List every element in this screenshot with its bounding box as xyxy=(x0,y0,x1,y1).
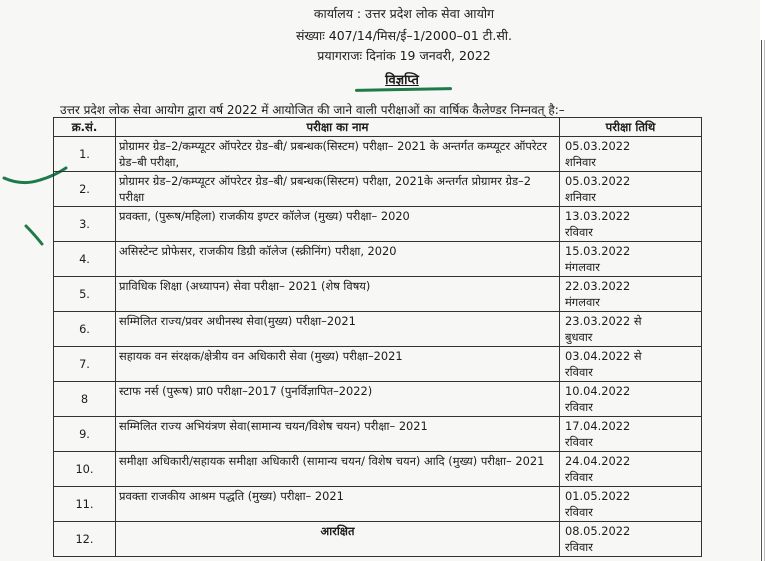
exam-date-cell xyxy=(560,242,702,277)
header-exam-date: परीक्षा तिथि xyxy=(560,118,702,137)
exam-date-cell xyxy=(560,137,702,172)
pen-stroke-row-3 xyxy=(26,226,42,244)
serial-cell: 12. xyxy=(54,522,116,557)
exam-day: रविवार xyxy=(565,435,593,449)
exam-date-cell xyxy=(560,417,702,452)
table-row xyxy=(54,172,702,207)
table-row xyxy=(54,417,702,452)
exam-date-cell xyxy=(560,452,702,487)
exam-calendar-table xyxy=(53,117,702,557)
table-row xyxy=(54,452,702,487)
exam-date: 05.03.2022 xyxy=(565,139,631,153)
exam-date-cell xyxy=(560,277,702,312)
exam-name-cell: प्रोग्रामर ग्रेड–2/कम्प्यूटर ऑपरेटर ग्रेड–बी/ प्रबन्धक(सिस्टम) परीक्षा, 2021के अन्तर्गत प्रोग्रामर ग्रेड–2 परीक्षा xyxy=(116,172,560,207)
serial-cell: 8 xyxy=(54,382,116,417)
table-row xyxy=(54,347,702,382)
exam-date-cell xyxy=(560,382,702,417)
exam-name-cell: सम्मिलित राज्य/प्रवर अधीनस्थ सेवा(मुख्य) परीक्षा–2021 xyxy=(116,312,560,347)
serial-cell: 6. xyxy=(54,312,116,347)
header-exam-name: परीक्षा का नाम xyxy=(116,118,560,137)
exam-name-cell: सहायक वन संरक्षक/क्षेत्रीय वन अधिकारी सेवा (मुख्य) परीक्षा–2021 xyxy=(116,347,560,382)
exam-name-cell: प्रोग्रामर ग्रेड–2/कम्प्यूटर ऑपरेटर ग्रेड–बी/ प्रबन्धक(सिस्टम) परीक्षा– 2021 के अन्तर्गत कम्प्यूटर ऑपरेटर ग्रेड–बी परीक्षा, xyxy=(116,137,560,172)
exam-date-cell xyxy=(560,312,702,347)
exam-name-cell: समीक्षा अधिकारी/सहायक समीक्षा अधिकारी (सामान्य चयन/ विशेष चयन) आदि (मुख्य) परीक्षा– 2021 xyxy=(116,452,560,487)
exam-day: रविवार xyxy=(565,540,593,554)
exam-date-cell xyxy=(560,207,702,242)
serial-cell: 10. xyxy=(54,452,116,487)
exam-name-cell: सम्मिलित राज्य अभियंत्रण सेवा(सामान्य चयन/विशेष चयन) परीक्षा– 2021 xyxy=(116,417,560,452)
serial-cell: 1. xyxy=(54,137,116,172)
exam-day: शनिवार xyxy=(565,155,596,169)
exam-date: 15.03.2022 xyxy=(565,244,631,258)
page-edge xyxy=(761,40,762,561)
exam-date: 10.04.2022 xyxy=(565,384,631,398)
intro-text: उत्तर प्रदेश लोक सेवा आयोग द्वारा वर्ष 2022 में आयोजित की जाने वाली परीक्षाओं का वार्षिक कैलेण्डर निम्नवत् है:– xyxy=(60,103,565,117)
exam-name-cell: प्रवक्ता राजकीय आश्रम पद्धति (मुख्य) परीक्षा– 2021 xyxy=(116,487,560,522)
table-row xyxy=(54,487,702,522)
exam-name-cell: असिस्टेन्ट प्रोफेसर, राजकीय डिग्री कॉलेज (स्क्रीनिंग) परीक्षा, 2020 xyxy=(116,242,560,277)
exam-date: 22.03.2022 xyxy=(565,279,631,293)
serial-cell: 5. xyxy=(54,277,116,312)
exam-day: रविवार xyxy=(565,225,593,239)
exam-name-cell: प्राविधिक शिक्षा (अध्यापन) सेवा परीक्षा– 2021 (शेष विषय) xyxy=(116,277,560,312)
page-edge-shadow xyxy=(764,40,765,561)
exam-day: रविवार xyxy=(565,400,593,414)
exam-day: मंगलवार xyxy=(565,260,600,274)
table-row xyxy=(54,312,702,347)
notice-title: विज्ञप्ति xyxy=(385,73,419,88)
exam-day: रविवार xyxy=(565,365,593,379)
exam-date: 24.04.2022 xyxy=(565,454,631,468)
exam-day: शनिवार xyxy=(565,190,596,204)
exam-date-cell xyxy=(560,172,702,207)
exam-date: 03.04.2022 से xyxy=(565,349,642,363)
exam-date: 23.03.2022 से xyxy=(565,314,642,328)
exam-name-cell: स्टाफ नर्स (पुरूष) प्रा0 परीक्षा–2017 (पुनर्विज्ञापित–2022) xyxy=(116,382,560,417)
exam-name-cell: आरक्षित xyxy=(116,522,560,557)
exam-date: 13.03.2022 xyxy=(565,209,631,223)
serial-cell: 11. xyxy=(54,487,116,522)
serial-cell: 2. xyxy=(54,172,116,207)
table-row xyxy=(54,242,702,277)
office-heading: कार्यालय : उत्तर प्रदेश लोक सेवा आयोग xyxy=(313,6,495,21)
exam-date: 05.03.2022 xyxy=(565,174,631,188)
table-row xyxy=(54,207,702,242)
reference-number: संख्याः 407/14/मिस/ई–1/2000–01 टी.सी. xyxy=(296,28,512,43)
serial-cell: 7. xyxy=(54,347,116,382)
serial-cell: 9. xyxy=(54,417,116,452)
exam-day: मंगलवार xyxy=(565,295,600,309)
table-row xyxy=(54,137,702,172)
exam-date-cell xyxy=(560,487,702,522)
table-header-row xyxy=(54,118,702,137)
exam-day: रविवार xyxy=(565,470,593,484)
exam-date-cell xyxy=(560,522,702,557)
exam-date: 01.05.2022 xyxy=(565,489,631,503)
serial-cell: 4. xyxy=(54,242,116,277)
exam-name-cell: प्रवक्ता, (पुरूष/महिला) राजकीय इण्टर कॉलेज (मुख्य) परीक्षा– 2020 xyxy=(116,207,560,242)
place-date: प्रयागराजः दिनांक 19 जनवरी, 2022 xyxy=(317,48,491,63)
serial-cell: 3. xyxy=(54,207,116,242)
exam-day: रविवार xyxy=(565,505,593,519)
exam-date-cell xyxy=(560,347,702,382)
table-row xyxy=(54,522,702,557)
table-row xyxy=(54,382,702,417)
exam-day: बुधवार xyxy=(565,330,593,344)
table-row xyxy=(54,277,702,312)
exam-date: 08.05.2022 xyxy=(565,524,631,538)
header-serial: क्र.सं. xyxy=(54,118,116,137)
exam-date: 17.04.2022 xyxy=(565,419,631,433)
